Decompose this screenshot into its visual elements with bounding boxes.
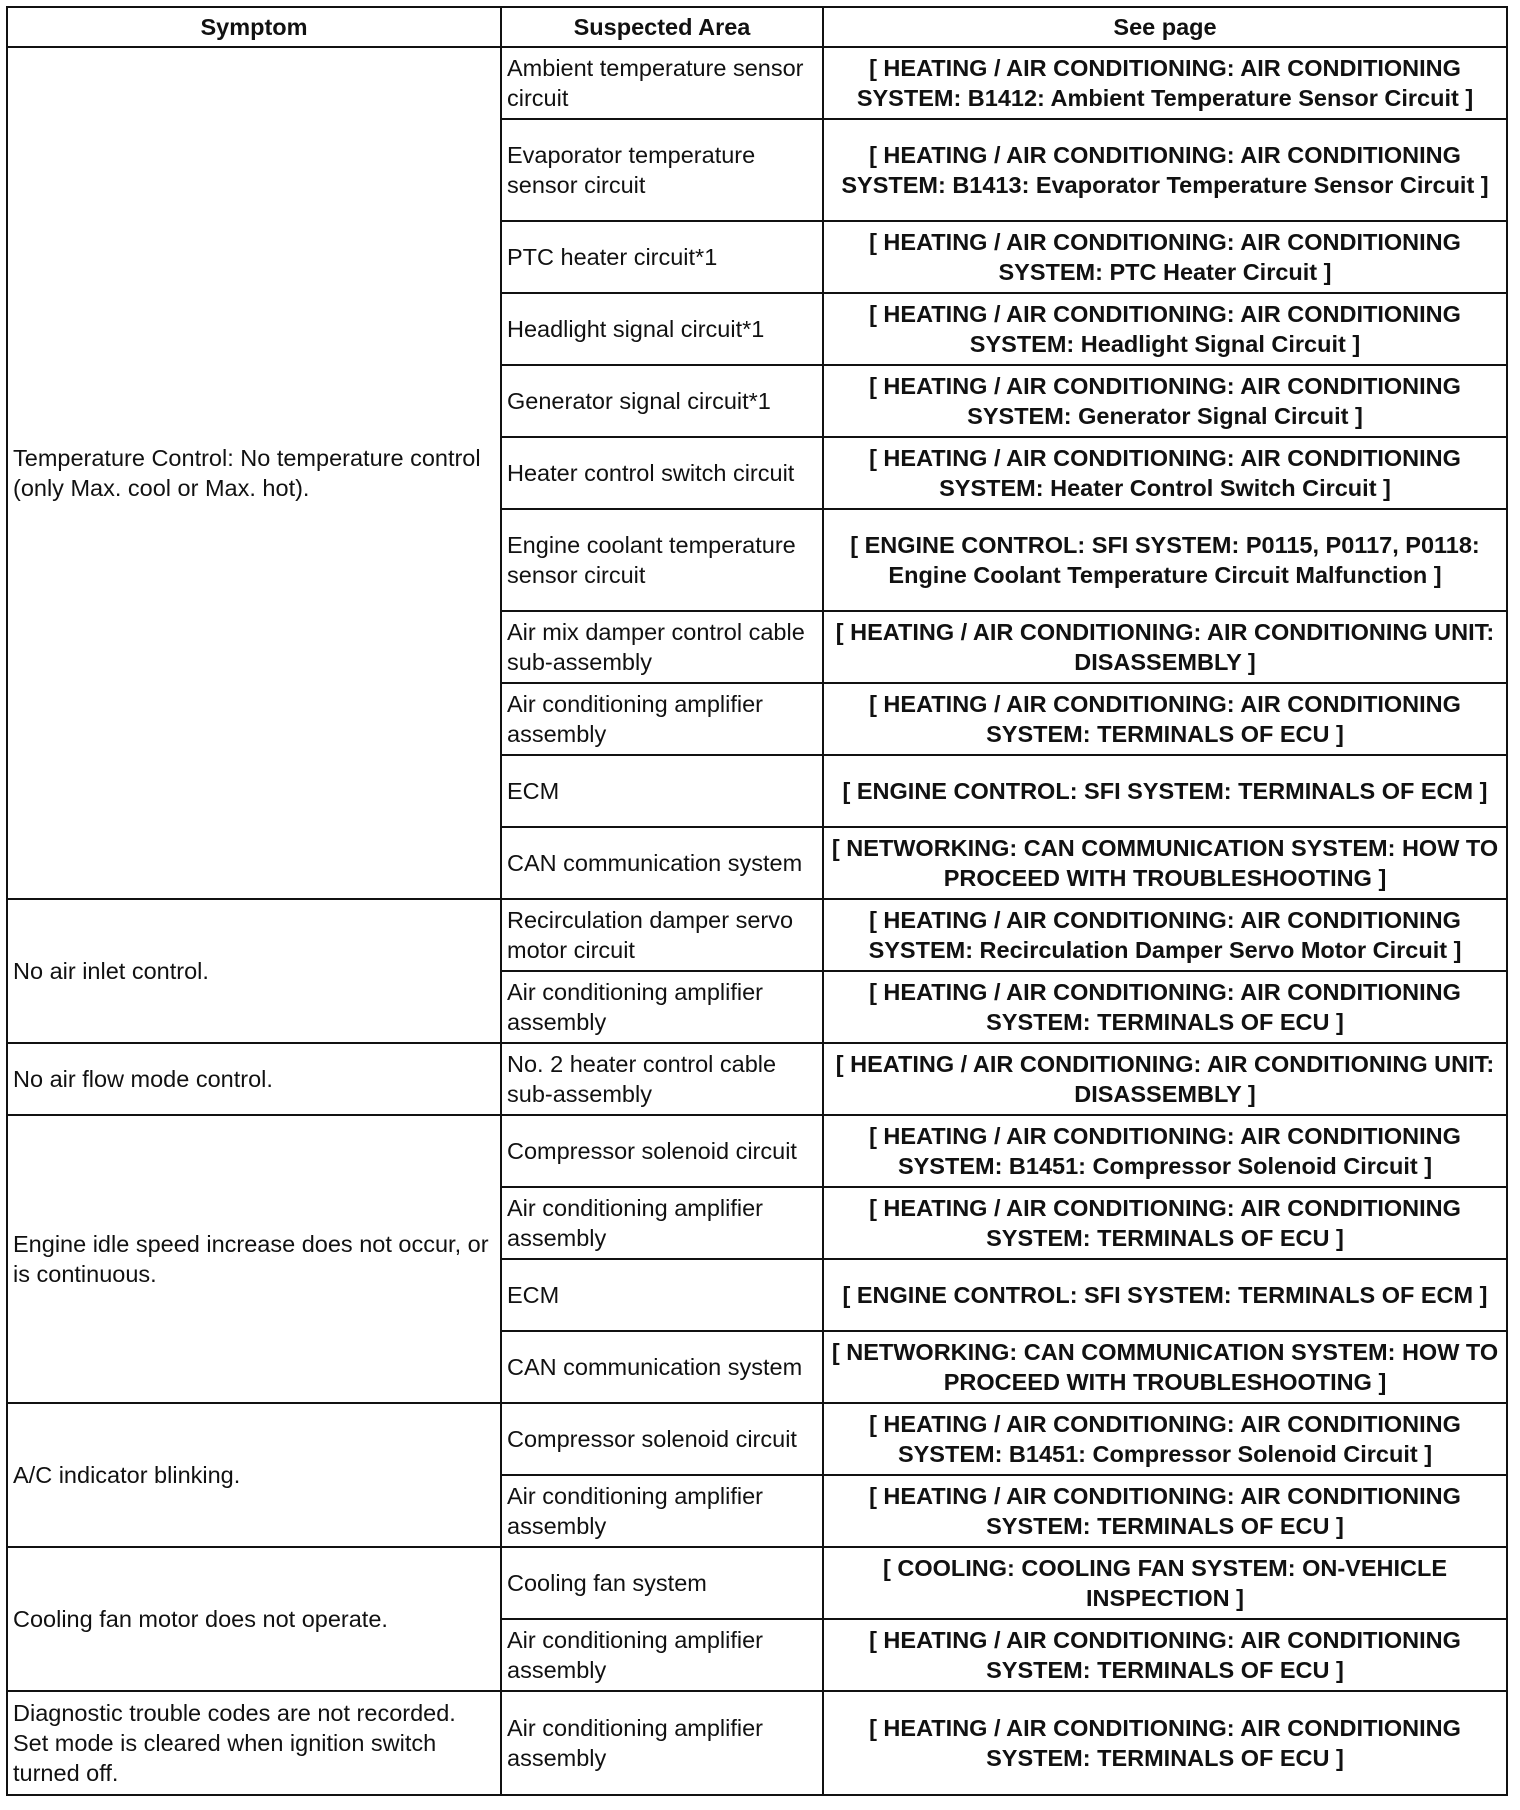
see-page-link[interactable]: [ HEATING / AIR CONDITIONING: AIR CONDITIONING SYSTEM: B1413: Evaporator Temperature Sensor Circuit ] (823, 119, 1507, 221)
see-page-link[interactable]: [ HEATING / AIR CONDITIONING: AIR CONDITIONING SYSTEM: Generator Signal Circuit ] (823, 365, 1507, 437)
suspected-area-cell: Engine coolant temperature sensor circuit (501, 509, 823, 611)
suspected-area-cell: Air conditioning amplifier assembly (501, 1475, 823, 1547)
symptom-cell: Diagnostic trouble codes are not recorded. Set mode is cleared when ignition switch turned off. (7, 1691, 501, 1795)
see-page-link[interactable]: [ HEATING / AIR CONDITIONING: AIR CONDITIONING SYSTEM: TERMINALS OF ECU ] (823, 1475, 1507, 1547)
see-page-link[interactable]: [ HEATING / AIR CONDITIONING: AIR CONDITIONING UNIT: DISASSEMBLY ] (823, 611, 1507, 683)
see-page-link[interactable]: [ ENGINE CONTROL: SFI SYSTEM: P0115, P0117, P0118: Engine Coolant Temperature Circuit Malfunction ] (823, 509, 1507, 611)
see-page-link[interactable]: [ HEATING / AIR CONDITIONING: AIR CONDITIONING SYSTEM: Heater Control Switch Circuit ] (823, 437, 1507, 509)
suspected-area-cell: Heater control switch circuit (501, 437, 823, 509)
suspected-area-cell: Air mix damper control cable sub-assembly (501, 611, 823, 683)
table-row (7, 899, 1507, 971)
suspected-area-cell: Air conditioning amplifier assembly (501, 1619, 823, 1691)
suspected-area-cell: Compressor solenoid circuit (501, 1403, 823, 1475)
suspected-area-cell: No. 2 heater control cable sub-assembly (501, 1043, 823, 1115)
table-header-row (7, 7, 1507, 47)
see-page-link[interactable]: [ HEATING / AIR CONDITIONING: AIR CONDITIONING UNIT: DISASSEMBLY ] (823, 1043, 1507, 1115)
suspected-area-cell: ECM (501, 755, 823, 827)
see-page-link[interactable]: [ COOLING: COOLING FAN SYSTEM: ON-VEHICLE INSPECTION ] (823, 1547, 1507, 1619)
suspected-area-cell: CAN communication system (501, 827, 823, 899)
see-page-link[interactable]: [ HEATING / AIR CONDITIONING: AIR CONDITIONING SYSTEM: PTC Heater Circuit ] (823, 221, 1507, 293)
table-row (7, 1043, 1507, 1115)
suspected-area-cell: Air conditioning amplifier assembly (501, 1691, 823, 1795)
suspected-area-cell: Headlight signal circuit*1 (501, 293, 823, 365)
table-row (7, 1547, 1507, 1619)
see-page-link[interactable]: [ NETWORKING: CAN COMMUNICATION SYSTEM: HOW TO PROCEED WITH TROUBLESHOOTING ] (823, 1331, 1507, 1403)
see-page-link[interactable]: [ HEATING / AIR CONDITIONING: AIR CONDITIONING SYSTEM: TERMINALS OF ECU ] (823, 1691, 1507, 1795)
table-row (7, 1115, 1507, 1187)
see-page-link[interactable]: [ HEATING / AIR CONDITIONING: AIR CONDITIONING SYSTEM: TERMINALS OF ECU ] (823, 971, 1507, 1043)
header-see-page: See page (823, 7, 1507, 47)
symptom-cell: No air inlet control. (7, 899, 501, 1043)
see-page-link[interactable]: [ HEATING / AIR CONDITIONING: AIR CONDITIONING SYSTEM: B1451: Compressor Solenoid Circuit ] (823, 1403, 1507, 1475)
see-page-link[interactable]: [ HEATING / AIR CONDITIONING: AIR CONDITIONING SYSTEM: TERMINALS OF ECU ] (823, 1619, 1507, 1691)
see-page-link[interactable]: [ HEATING / AIR CONDITIONING: AIR CONDITIONING SYSTEM: Headlight Signal Circuit ] (823, 293, 1507, 365)
suspected-area-cell: PTC heater circuit*1 (501, 221, 823, 293)
see-page-link[interactable]: [ HEATING / AIR CONDITIONING: AIR CONDITIONING SYSTEM: B1412: Ambient Temperature Sensor Circuit ] (823, 47, 1507, 119)
see-page-link[interactable]: [ HEATING / AIR CONDITIONING: AIR CONDITIONING SYSTEM: B1451: Compressor Solenoid Circuit ] (823, 1115, 1507, 1187)
suspected-area-cell: CAN communication system (501, 1331, 823, 1403)
suspected-area-cell: Air conditioning amplifier assembly (501, 1187, 823, 1259)
table-row (7, 1691, 1507, 1795)
suspected-area-cell: Air conditioning amplifier assembly (501, 971, 823, 1043)
symptom-cell: A/C indicator blinking. (7, 1403, 501, 1547)
table-row (7, 1403, 1507, 1475)
suspected-area-cell: Generator signal circuit*1 (501, 365, 823, 437)
see-page-link[interactable]: [ NETWORKING: CAN COMMUNICATION SYSTEM: HOW TO PROCEED WITH TROUBLESHOOTING ] (823, 827, 1507, 899)
symptom-cell: Cooling fan motor does not operate. (7, 1547, 501, 1691)
header-suspected-area: Suspected Area (501, 7, 823, 47)
suspected-area-cell: Cooling fan system (501, 1547, 823, 1619)
suspected-area-cell: Compressor solenoid circuit (501, 1115, 823, 1187)
symptom-cell: No air flow mode control. (7, 1043, 501, 1115)
see-page-link[interactable]: [ ENGINE CONTROL: SFI SYSTEM: TERMINALS OF ECM ] (823, 755, 1507, 827)
see-page-link[interactable]: [ HEATING / AIR CONDITIONING: AIR CONDITIONING SYSTEM: TERMINALS OF ECU ] (823, 1187, 1507, 1259)
symptom-cell: Temperature Control: No temperature control (only Max. cool or Max. hot). (7, 47, 501, 899)
suspected-area-cell: Ambient temperature sensor circuit (501, 47, 823, 119)
header-symptom: Symptom (7, 7, 501, 47)
troubleshooting-table-page (6, 6, 1506, 1796)
see-page-link[interactable]: [ HEATING / AIR CONDITIONING: AIR CONDITIONING SYSTEM: Recirculation Damper Servo Motor Circuit ] (823, 899, 1507, 971)
see-page-link[interactable]: [ ENGINE CONTROL: SFI SYSTEM: TERMINALS OF ECM ] (823, 1259, 1507, 1331)
suspected-area-cell: Recirculation damper servo motor circuit (501, 899, 823, 971)
suspected-area-cell: Air conditioning amplifier assembly (501, 683, 823, 755)
suspected-area-cell: Evaporator temperature sensor circuit (501, 119, 823, 221)
problem-symptoms-table (6, 6, 1508, 1796)
symptom-cell: Engine idle speed increase does not occur, or is continuous. (7, 1115, 501, 1403)
table-row (7, 47, 1507, 119)
see-page-link[interactable]: [ HEATING / AIR CONDITIONING: AIR CONDITIONING SYSTEM: TERMINALS OF ECU ] (823, 683, 1507, 755)
suspected-area-cell: ECM (501, 1259, 823, 1331)
